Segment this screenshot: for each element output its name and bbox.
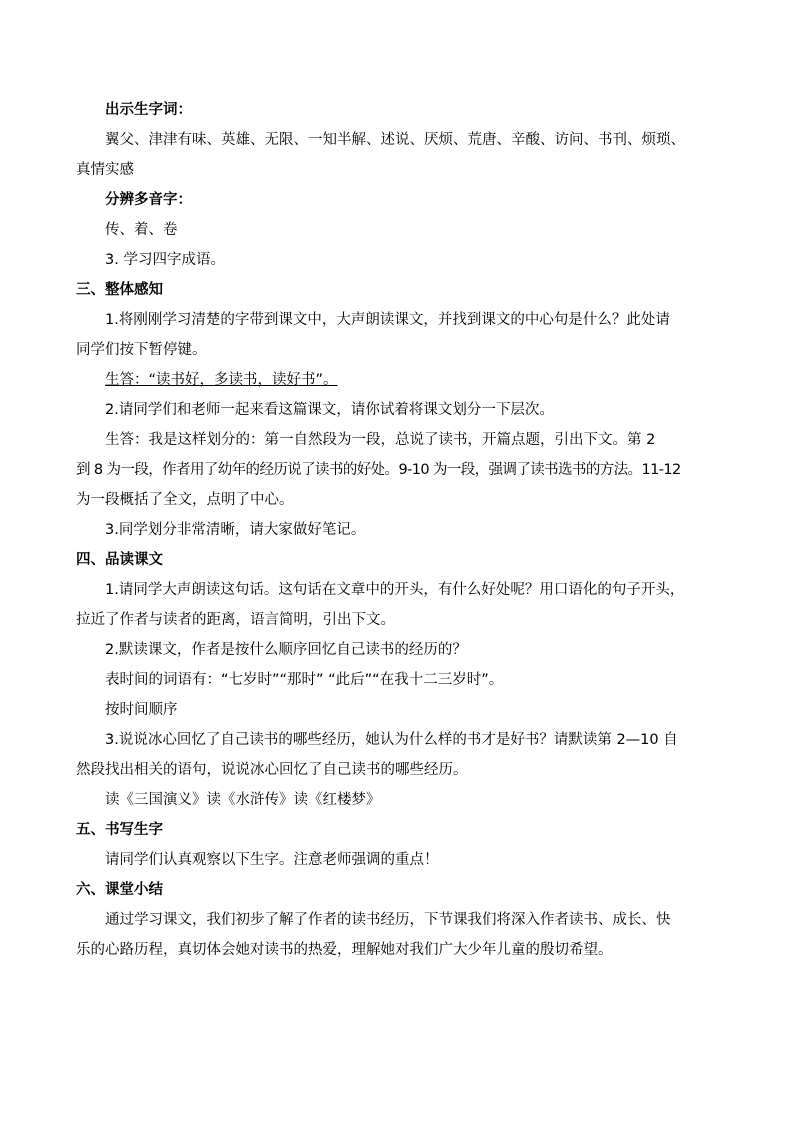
section-title: 五、书写生字 [76, 822, 163, 838]
paragraph: 2.请同学们和老师一起来看这篇课文，请你试着将课文划分一下层次。 [105, 402, 554, 418]
paragraph-cont: 同学们按下暂停键。 [76, 342, 207, 358]
paragraph: 通过学习课文，我们初步了解了作者的读书经历，下节课我们将深入作者读书、成长、快 [105, 912, 671, 928]
paragraph: 生答：我是这样划分的：第一自然段为一段，总说了读书，开篇点题，引出下文。第 2 [105, 432, 656, 448]
section-title: 六、课堂小结 [76, 882, 163, 898]
paragraph: 请同学们认真观察以下生字。注意老师强调的重点！ [105, 852, 439, 868]
idiom-step: 3. 学习四字成语。 [105, 252, 225, 268]
section-title: 三、整体感知 [76, 282, 163, 298]
new-words-list-cont: 真情实感 [76, 162, 134, 178]
polyphone-heading: 分辨多音字： [105, 192, 192, 208]
paragraph-cont: 乐的心路历程，真切体会她对读书的热爱，理解她对我们广大少年儿童的殷切希望。 [76, 942, 613, 958]
paragraph-cont: 到 8 为一段，作者用了幼年的经历说了读书的好处。9-10 为一段，强调了读书选书的方法。11-12 [76, 462, 681, 478]
paragraph-cont: 然段找出相关的语句，说说冰心回忆了自己读书的哪些经历。 [76, 762, 468, 778]
paragraph-cont: 为一段概括了全文，点明了中心。 [76, 492, 294, 508]
new-words-heading: 出示生字词： [105, 102, 192, 118]
paragraph: 表时间的词语有：“七岁时”“那时” “此后”“在我十二三岁时”。 [105, 672, 504, 688]
student-answer-text: 生答：“读书好，多读书，读好书”。 [105, 372, 338, 388]
paragraph-cont: 拉近了作者与读者的距离，语言简明，引出下文。 [76, 612, 395, 628]
new-words-list: 翼父、津津有味、英雄、无限、一知半解、述说、厌烦、荒唐、辛酸、访问、书刊、烦琐、 [105, 132, 685, 148]
document-page [76, 95, 726, 965]
student-answer [76, 365, 726, 395]
polyphone-chars: 传、着、卷 [105, 222, 178, 238]
paragraph: 3.同学划分非常清晰，请大家做好笔记。 [105, 522, 366, 538]
paragraph: 1.将刚刚学习清楚的字带到课文中，大声朗读课文，并找到课文的中心句是什么？此处请 [105, 312, 670, 328]
paragraph: 读《三国演义》读《水浒传》读《红楼梦》 [105, 792, 381, 808]
paragraph: 2.默读课文，作者是按什么顺序回忆自己读书的经历的？ [105, 642, 467, 658]
paragraph: 1.请同学大声朗读这句话。这句话在文章中的开头，有什么好处呢？用口语化的句子开头， [105, 582, 685, 598]
section-title: 四、品读课文 [76, 552, 163, 568]
paragraph: 3.说说冰心回忆了自己读书的哪些经历，她认为什么样的书才是好书？请默读第 2—10 自 [105, 732, 678, 748]
paragraph: 按时间顺序 [105, 702, 178, 718]
